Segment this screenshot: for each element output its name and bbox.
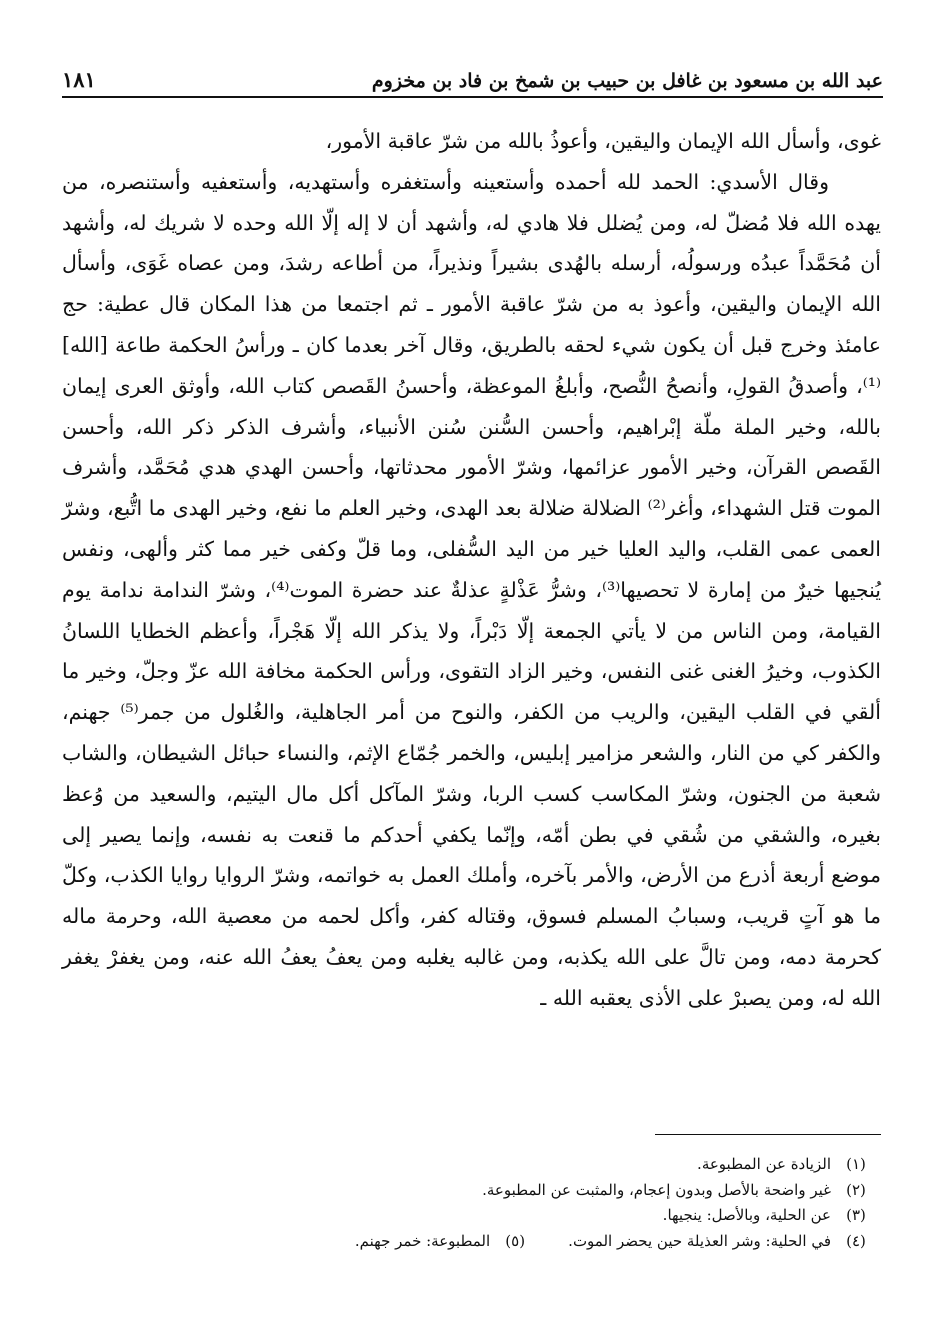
running-header <box>62 58 883 98</box>
footnote-number: (٢) <box>846 1180 866 1199</box>
footnote-separator <box>655 1134 881 1135</box>
footnote <box>62 1152 881 1178</box>
footnote-text: في الحلية: وشر العذيلة حين يحضر الموت. <box>568 1231 831 1250</box>
footnote-line <box>62 1229 881 1255</box>
footnote <box>355 1229 540 1255</box>
footnote-number: (١) <box>846 1155 866 1173</box>
footnote <box>62 1178 881 1204</box>
body-text <box>62 121 881 1019</box>
footnote-number: (٤) <box>846 1231 866 1250</box>
footnotes <box>62 1152 881 1254</box>
footnote <box>62 1203 881 1229</box>
footnote-text: المطبوعة: خمر جهنم. <box>354 1231 491 1250</box>
footnote-number: (٣) <box>846 1206 866 1224</box>
footnote-number: (٥) <box>505 1231 526 1250</box>
header-title: عبد الله بن مسعود بن غافل بن حبيب بن شمخ بن فاد بن مخزوم <box>371 70 883 92</box>
footnote-text: غير واضحة بالأصل وبدون إعجام، والمثبت عن المطبوعة. <box>482 1180 831 1199</box>
paragraph: وقال الأسدي: الحمد لله أحمده وأستعينه وأستغفره وأستهديه، وأستعفيه وأستنصره، من يهده الله فلا مُضلّ له، ومن يُضلل فلا هادي له، وأشهد أن لا إله إلّا الله وحده لا شريك له، وأشهد أن مُحَمَّداً عبدُه ورسولُه، أرسله بالهُدى بشيراً ونذيراً، من أطاعه رشدَ، ومن عصاه غَوَى، وأسأل الله الإيمان واليقين، وأعوذ به من شرّ عاقبة الأمور ـ ثم اجتمعا من هذا المكان قال عطية: حج عامئذ وخرج قبل أن يكون شيء لحقه بالطريق، وقال آخر بعدما كان ـ ورأسُ الحكمة طاعة [الله]⁽¹⁾، وأصدقُ القولِ، وأنصحُ النُّصح، وأبلغُ الموعظة، وأحسنُ القَصص كتاب الله، وأوثق العرى إيمان بالله، وخير الملة ملّة إبْراهيم، وأحسن السُّنن سُنن الأنبياء، وأشرف الذكر ذكر الله، وأحسن القَصص القرآن، وخير الأمور عزائمها، وشرّ الأمور محدثاتها، وأحسن الهدي هدي مُحَمَّد، وأشرف الموت قتل الشهداء، وأغر⁽²⁾ الضلالة ضلالة بعد الهدى، وخير العلم ما نفع، وخير الهدى ما اتُّبع، وشرّ العمى عمى القلب، واليد العليا خير من اليد السُّفلى، وما قلّ وكفى خير مما كثر وألهى، ونفس يُنجيها خيرٌ من إمارة لا تحصيها⁽³⁾، وشرُّ عَذْلةٍ عذلةٌ عند حضرة الموت⁽⁴⁾، وشرّ الندامة ندامة يوم القيامة، ومن الناس من لا يأتي الجمعة إلّا دَبْراً، ولا يذكر الله إلّا هَجْراً، وأعظم الخطايا اللسانُ الكذوب، وخيرُ الغنى غنى النفس، وخير الزاد التقوى، ورأس الحكمة مخافة الله عزّ وجلّ، وخير ما ألقي في القلب اليقين، والريب من الكفر، والنوح من أمر الجاهلية، والغُلول من جمر⁽⁵⁾ جهنم، والكفر كي من النار، والشعر مزامير إبليس، والخمر جُمّاع الإثم، والنساء حبائل الشيطان، والشاب شعبة من الجنون، وشرّ المكاسب كسب الربا، وشرّ المآكل أكل مال اليتيم، والسعيد من وُعظ بغيره، والشقي من شُقي في بطن أمّه، وإنّما يكفي أحدكم ما قنعت به نفسه، وإنما يصير إلى موضع أربعة أذرع من الأرض، والأمر بآخره، وأملك العمل به خواتمه، وشرّ الروايا روايا الكذب، وكلّ ما هو آتٍ قريب، وسبابُ المسلم فسوق، وقتاله كفر، وأكل لحمه من معصية الله، وحرمة ماله كحرمة دمه، ومن تالَّ على الله يكذبه، ومن غالبه يغلبه ومن يعفُ يعفُ الله عنه، ومن يغفرْ يغفر الله له، ومن يصبرْ على الأذى يعقبه الله ـ <box>62 169 882 1010</box>
footnote-text: الزيادة عن المطبوعة. <box>697 1155 831 1173</box>
footnote-text: عن الحلية، وبالأصل: ينجيها. <box>662 1206 831 1224</box>
footnote <box>568 1229 881 1255</box>
page-number: ١٨١ <box>62 67 96 92</box>
paragraph: غوى، وأسأل الله الإيمان واليقين، وأعوذُ بالله من شرّ عاقبة الأمور، <box>325 129 881 153</box>
